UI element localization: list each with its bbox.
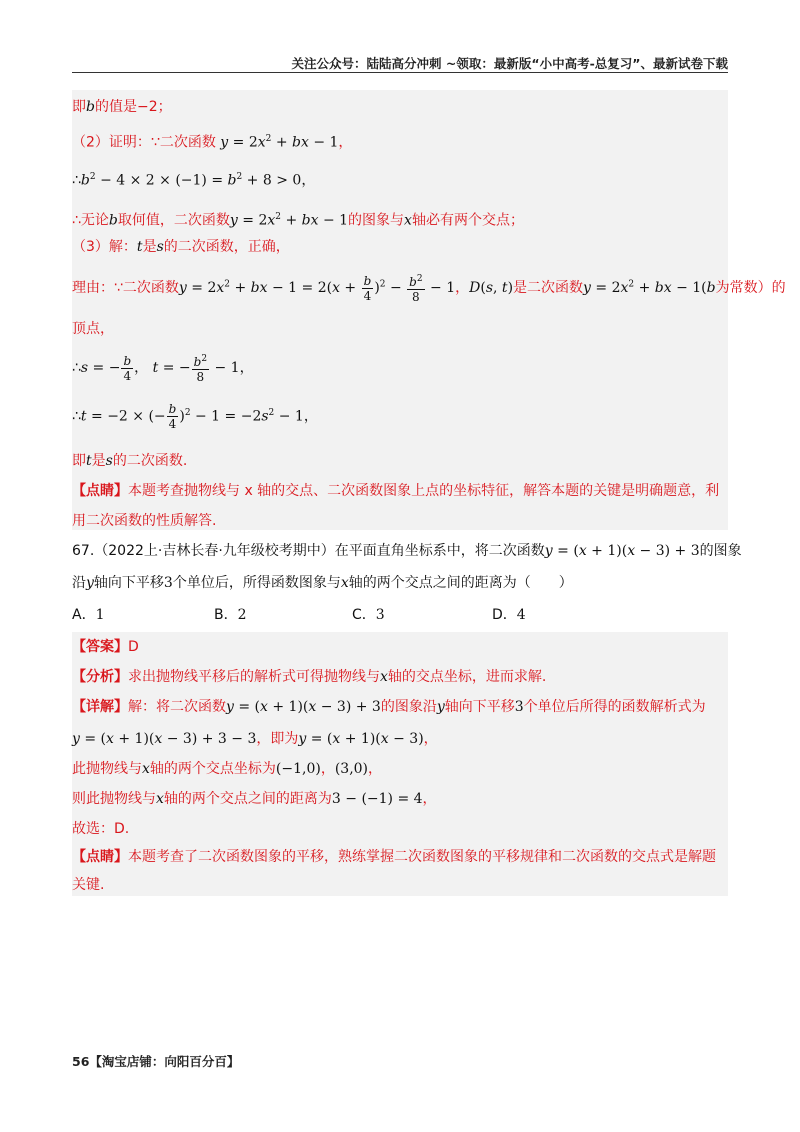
page-header: 关注公众号：陆陆高分冲刺 ~领取：最新版“小中高考-总复习”、最新试卷下载 — [291, 56, 728, 71]
page-footer — [72, 1052, 239, 1070]
detail-line-4: 则此抛物线与x轴的两个交点之间的距离为3 − (−1) = 4， — [72, 791, 437, 807]
solution-line-3: $\therefore b^2 - 4 \times 2 \times (-1) = b^2 + 8 > 0$， — [72, 172, 316, 189]
question-line-2: 沿y轴向下平移3个单位后，所得函数图象与x轴的两个交点之间的距离为（ ） — [72, 575, 573, 591]
solution-line-4: ∴无论b取何值，二次函数$y = 2x^2$ + bx − 1的图象与x轴必有两个交点； — [72, 212, 524, 229]
solution-line-6: 理由：∵二次函数$y = 2x^2$ + bx − 1 = 2(x + $\frac{b}{4}$ )$^2$ − $\frac{b^2}{8}$ − 1，D(s, t)是二次函数$y = 2x^2$ + bx − 1(b为常数）的 — [72, 273, 786, 304]
previous-solution-block — [72, 90, 786, 530]
question-line-1: 67.（2022上·吉林长春·九年级校考期中）在平面直角坐标系中，将二次函数y = (x + 1)(x − 3) + 3的图象 — [72, 543, 742, 559]
detail-line-3: 此抛物线与x轴的两个交点坐标为(−1,0)，(3,0)， — [72, 761, 383, 777]
solution-line-8: ∴s = − $\frac{b}{4}$ ， t = − $\frac{b^2}{8}$ − 1， — [72, 353, 254, 384]
option-a[interactable]: A．1 — [72, 607, 105, 623]
solution-line-5: （3）解：t是s的二次函数，正确， — [72, 239, 290, 255]
option-c[interactable]: C．3 — [352, 607, 385, 623]
answer-block — [72, 632, 728, 896]
detail-line-2: y = (x + 1)(x − 3) + 3 − 3，即为y = (x + 1)(x − 3)， — [72, 731, 438, 747]
footer-store: 【淘宝店铺：向阳百分百】 — [89, 1054, 240, 1069]
solution-line-1: 即b的值是−2； — [72, 99, 172, 115]
analysis-line: 【分析】求出抛物线平移后的解析式可得抛物线与x轴的交点坐标，进而求解. — [72, 669, 547, 685]
answer-line: 【答案】D — [72, 639, 139, 655]
question-options — [72, 604, 728, 626]
note-line-2: 用二次函数的性质解答. — [72, 513, 217, 529]
option-b[interactable]: B．2 — [214, 607, 247, 623]
page-number: 56 — [72, 1054, 90, 1069]
solution-line-10: 即t是s的二次函数. — [72, 453, 188, 469]
solution-line-2: （2）证明：∵二次函数 $y = 2x^2$ + bx − 1， — [72, 134, 353, 151]
answer-note-line-2: 关键. — [72, 877, 105, 893]
solution-line-9: ∴t = −2 × (− $\frac{b}{4}$ )$^2 - 1 = -2s^2 - 1$， — [72, 402, 318, 432]
header-rule — [72, 72, 728, 73]
solution-line-7: 顶点， — [72, 321, 114, 337]
option-d[interactable]: D．4 — [492, 607, 526, 623]
detail-line-1: 【详解】解：将二次函数y = (x + 1)(x − 3) + 3的图象沿y轴向下平移3个单位后所得的函数解析式为 — [72, 699, 706, 715]
choose-line: 故选：D. — [72, 821, 130, 837]
note-line-1: 【点睛】本题考查抛物线与 x 轴的交点、二次函数图象上点的坐标特征，解答本题的关键是明确题意，利 — [72, 483, 720, 499]
answer-note-line-1: 【点睛】本题考查了二次函数图象的平移，熟练掌握二次函数图象的平移规律和二次函数的交点式是解题 — [72, 849, 716, 865]
